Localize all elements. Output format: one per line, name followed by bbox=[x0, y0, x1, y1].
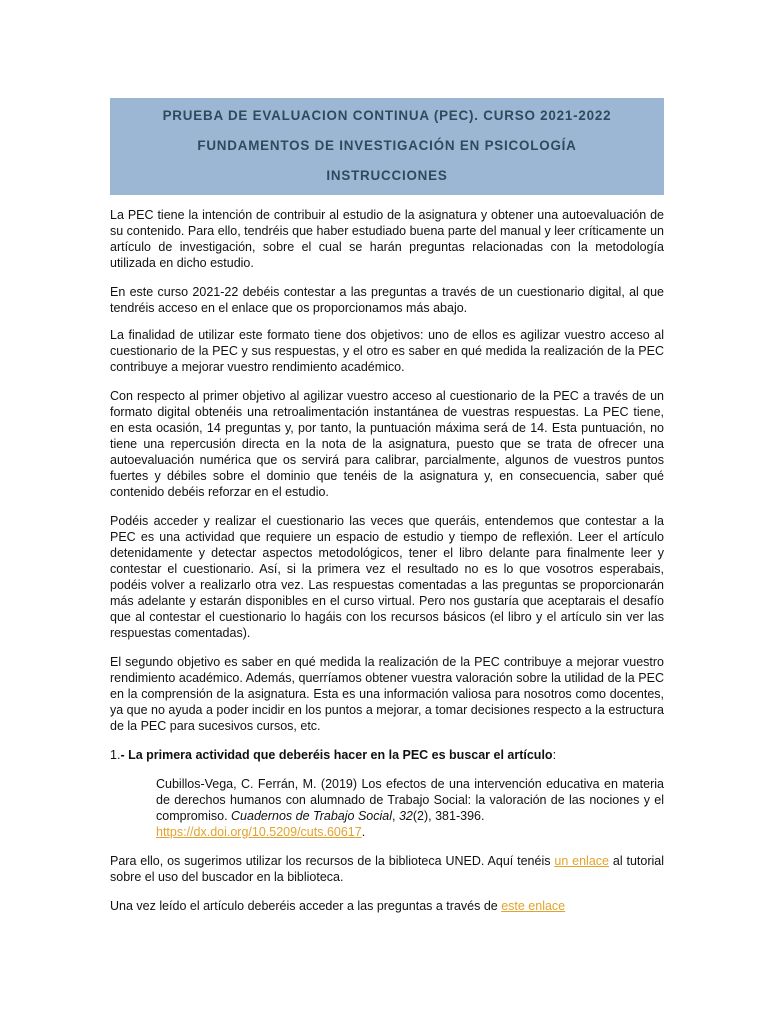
activity-heading bbox=[110, 747, 664, 763]
activity-bold-text: - La primera actividad que deberéis hacer en la PEC es buscar el artículo bbox=[120, 748, 553, 762]
header-instructions-title: INSTRUCCIONES bbox=[326, 168, 448, 183]
header-subject-title: FUNDAMENTOS DE INVESTIGACIÓN EN PSICOLOGÍA bbox=[197, 138, 577, 153]
paragraph-objectives: La finalidad de utilizar este formato tiene dos objetivos: uno de ellos es agilizar vuestro acceso al cuestionario de la PEC y sus respuestas, y el otro es saber en qué medida la realización de la PEC contribuye a mejorar vuestro rendimiento académico. bbox=[110, 328, 664, 374]
citation-text: Cubillos-Vega, C. Ferrán, M. (2019) Los efectos de una intervención educativa en materia de derechos humanos con alumnado de Trabajo Social: la valoración de las nociones y el compromiso. bbox=[156, 777, 664, 823]
activity-number: 1. bbox=[110, 748, 121, 762]
citation-journal: Cuadernos de Trabajo Social bbox=[231, 809, 393, 823]
library-text-before: Para ello, os sugerimos utilizar los recursos de la biblioteca UNED. Aquí tenéis bbox=[110, 854, 555, 868]
paragraph-library bbox=[110, 853, 664, 885]
citation-comma: , bbox=[392, 809, 399, 823]
document-body bbox=[110, 207, 664, 914]
paragraph-first-objective: Con respecto al primer objetivo al agilizar vuestro acceso al cuestionario de la PEC a través de un formato digital obtenéis una retroalimentación instantánea de vuestras respuestas. La PEC tiene, en esta ocasión, 14 preguntas y, por tanto, la puntuación máxima será de 14. Esta puntuación, no tiene una repercusión directa en la nota de la asignatura, puesto que se trata de ofrecer una autoevaluación numérica que os servirá para calibrar, parcialmente, algunos de vuestros puntos fuertes y débiles sobre el dominio que tenéis de la asignatura y, en consecuencia, saber qué contenido debéis reforzar en el estudio. bbox=[110, 389, 664, 499]
paragraph-intro: La PEC tiene la intención de contribuir al estudio de la asignatura y obtener una autoevaluación de su contenido. Para ello, tendréis que haber estudiado buena parte del manual y leer críticamente un artículo de investigación, sobre el cual se harán preguntas relacionadas con la metodología utilizada en dicho estudio. bbox=[110, 208, 664, 270]
citation-volume: 32 bbox=[398, 809, 413, 823]
document-header bbox=[110, 98, 664, 195]
citation-end: . bbox=[361, 825, 366, 839]
library-tutorial-link[interactable]: un enlace bbox=[554, 854, 609, 868]
citation-doi-link[interactable]: https://dx.doi.org/10.5209/cuts.60617 bbox=[156, 825, 362, 839]
paragraph-final bbox=[110, 898, 664, 914]
final-text-before: Una vez leído el artículo deberéis acceder a las preguntas a través de bbox=[110, 899, 502, 913]
library-text-after: al tutorial sobre el uso del buscador en la biblioteca. bbox=[110, 854, 665, 884]
document-page bbox=[110, 98, 664, 927]
paragraph-digital-quiz: En este curso 2021-22 debéis contestar a las preguntas a través de un cuestionario digital, al que tendréis acceso en el enlace que os proporcionamos más abajo. bbox=[110, 285, 664, 315]
article-citation bbox=[156, 776, 664, 840]
paragraph-second-objective: El segundo objetivo es saber en qué medida la realización de la PEC contribuye a mejorar vuestro rendimiento académico. Además, querríamos obtener vuestra valoración sobre la utilidad de la PEC en la comprensión de la asignatura. Esta es una información valiosa para nosotros como docentes, ya que no ayuda a poder incidir en los puntos a mejorar, a tomar decisiones respecto a la estructura de la PEC para sucesivos cursos, etc. bbox=[110, 655, 664, 733]
activity-colon: : bbox=[552, 748, 557, 762]
citation-issue-pages: (2), 381-396. bbox=[412, 809, 485, 823]
header-course-title: PRUEBA DE EVALUACION CONTINUA (PEC). CURSO 2021-2022 bbox=[162, 108, 612, 123]
paragraph-retry: Podéis acceder y realizar el cuestionario las veces que queráis, entendemos que contestar a la PEC es una actividad que requiere un espacio de estudio y tiempo de reflexión. Leer el artículo detenidamente y detectar aspectos metodológicos, tener el libro delante para finalmente leer y contestar el cuestionario. Así, si la primera vez el resultado no es lo que vosotros esperabais, podéis volver a realizarlo otra vez. Las respuestas comentadas a las preguntas se proporcionarán más adelante y estarán disponibles en el curso virtual. Pero nos gustaría que aceptarais el desafío que al contestar el cuestionario lo hagáis con los recursos básicos (el libro y el artículo sin ver las respuestas comentadas). bbox=[110, 514, 664, 640]
questionnaire-link[interactable]: este enlace bbox=[501, 899, 566, 913]
